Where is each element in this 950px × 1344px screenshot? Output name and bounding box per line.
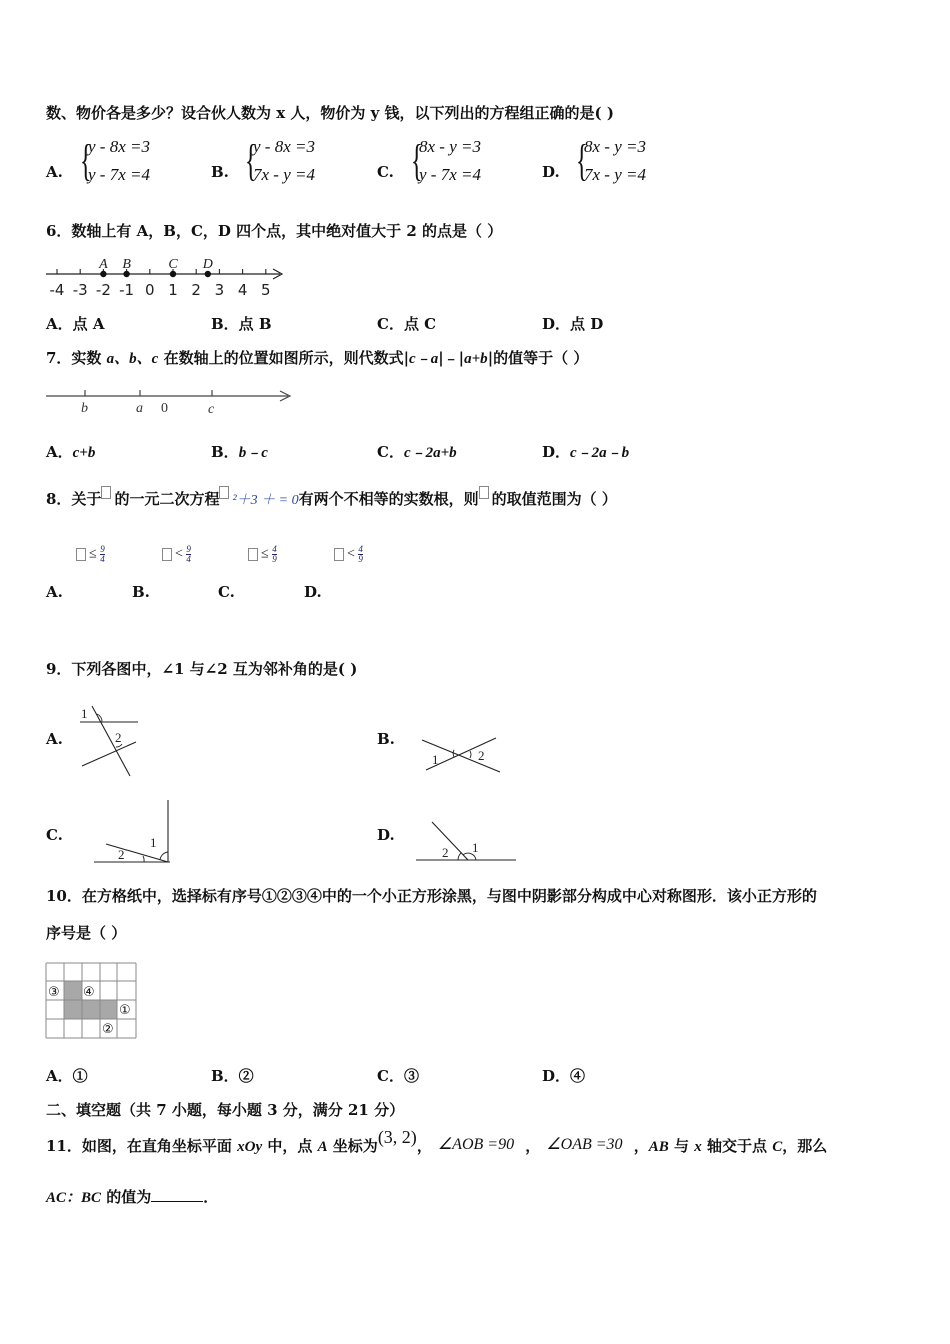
section-2-title: 二、填空题（共 7 小题，每小题 3 分，满分 21 分） [46,1101,405,1119]
q6-option-c: C．点 C [377,315,437,333]
q8-option-c-label: C. [218,583,235,601]
q9-option-d-label: D. [377,826,395,844]
q8-stem-d: 的取值范围为（ ） [491,490,617,508]
q6-tick-label: 0 [145,281,155,299]
brace-icon: { [80,136,92,185]
q6-option-b: B．点 B [211,315,272,333]
q5-option-a-system [80,133,150,189]
q6-tick-label: 1 [168,281,178,299]
q6-tick-label: -2 [95,281,111,299]
q8-ineq-c: ≤ $\frac{4}{9}$ [248,545,277,564]
q11-angle-oab: ∠OAB =30 [546,1136,623,1153]
q5-option-c-system [411,133,481,189]
q7-stem-b: 在数轴上的位置如图所示，则代数式| [158,349,410,367]
q10-grid-figure [45,962,139,1042]
svg-text:1: 1 [432,752,439,767]
q6-tick-label: 4 [237,281,248,299]
q7-option-b: B．b﹣c [211,443,268,461]
q6-tick-label: -1 [119,281,135,299]
brace-icon: { [576,136,588,185]
missing-glyph-icon [101,486,111,499]
q6-tick-label: 2 [191,281,201,299]
missing-glyph-icon [76,548,86,561]
q8-stem [46,488,617,509]
q6-point-label-b: B [122,257,131,272]
q8-option-b-label: B. [132,583,150,601]
q6-tick-label: 5 [261,281,271,299]
q10-stem-line2: 序号是（ ） [46,924,127,942]
q5-option-c-label: C. [377,163,394,181]
q5-option-d-label: D. [542,163,560,181]
q9-option-c-label: C. [46,826,63,844]
q7-stem-a: 7．实数 [46,349,107,367]
missing-glyph-icon [219,486,229,499]
q6-option-d: D．点 D [542,315,604,333]
q8-option-d-label: D. [304,583,322,601]
q9-figure-c [92,798,176,866]
q9-figure-a [78,702,142,778]
q7-option-a: A．c+b [46,443,96,461]
q7-stem-expr: c﹣a [409,351,439,367]
q10-option-a: A．① [46,1067,88,1085]
q7-stem-c: |﹣| [438,349,465,367]
q10-option-b: B．② [211,1067,254,1085]
q11-coord: (3, 2) [377,1127,417,1147]
q7-label-b: b [81,401,88,416]
q5-b-eq1: y - 8x =3 [253,137,315,156]
q7-label-c: c [208,402,215,417]
q9-figure-d [414,820,518,866]
svg-text:1: 1 [81,706,88,721]
q10-stem-line1: 10．在方格纸中，选择标有序号①②③④中的一个小正方形涂黑，与图中阴影部分构成中心对称图形．该小正方形的 [46,887,817,905]
q10-option-c: C．③ [377,1067,419,1085]
q7-stem-vars: a、b、c [106,351,159,367]
svg-text:1: 1 [472,840,479,855]
q7-stem [46,347,588,368]
q8-ineq-a: ≤ $\frac{9}{4}$ [76,545,105,564]
q8-ineq-d: < $\frac{4}{9}$ [334,545,363,564]
q5-a-eq2: y - 7x =4 [88,165,150,184]
q8-stem-c: 有两个不相等的实数根，则 [298,490,479,508]
svg-text:2: 2 [115,730,122,745]
q5-option-a-label: A. [46,163,63,181]
q7-label-0: 0 [161,401,168,416]
q6-tick-label: 3 [214,281,225,299]
q5-c-eq1: 8x - y =3 [419,137,481,156]
q8-stem-a: 8．关于 [46,490,102,508]
svg-text:④: ④ [83,985,95,1000]
svg-text:2: 2 [442,845,449,860]
brace-icon: { [411,136,423,185]
q8-stem-b: 的一元二次方程 [114,490,220,508]
q8-ineq-b: < $\frac{9}{4}$ [162,545,191,564]
svg-text:①: ① [119,1003,131,1018]
q7-option-c: C．c﹣2a+b [377,443,457,461]
q6-tick-label: -4 [49,281,65,299]
q6-point-label-a: A [99,257,108,272]
svg-text:2: 2 [118,847,125,862]
q5-option-b-label: B. [211,163,229,181]
q6-stem: 6．数轴上有 A，B，C，D 四个点，其中绝对值大于 2 的点是（ ） [46,222,503,240]
missing-glyph-icon [248,548,258,561]
q9-option-b-label: B. [377,730,395,748]
q5-option-b-system [245,133,315,189]
q7-option-d: D．c﹣2a﹣b [542,443,630,461]
brace-icon: { [245,136,257,185]
q5-d-eq1: 8x - y =3 [584,137,646,156]
q7-number-line [44,384,296,420]
q6-option-a: A．点 A [46,315,105,333]
q11-angle-aob: ∠AOB =90 [437,1136,515,1153]
q8-stem-eq: ²＋3 ＋ = 0 [232,493,299,508]
q7-stem-d: |的值等于（ ） [487,349,589,367]
missing-glyph-icon [334,548,344,561]
q5-d-eq2: 7x - y =4 [584,165,646,184]
answer-blank[interactable] [151,1201,203,1202]
missing-glyph-icon [162,548,172,561]
q10-option-d: D．④ [542,1067,586,1085]
svg-text:③: ③ [48,985,60,1000]
svg-text:②: ② [102,1022,114,1037]
q5-b-eq2: 7x - y =4 [253,165,315,184]
q5-option-d-system [576,133,646,189]
q6-point-label-d: D [202,257,213,272]
missing-glyph-icon [479,486,489,499]
q11-stem-line2: AC：BC 的值为 ． [46,1188,219,1206]
q6-point-label-c: C [168,257,178,272]
q9-option-a-label: A. [46,730,63,748]
svg-text:1: 1 [150,835,157,850]
q7-stem-expr2: a+b [464,351,488,367]
q9-figure-b [420,734,504,776]
q5-stem: 数、物价各是多少？设合伙人数为 x 人，物价为 y 钱，以下列出的方程组正确的是( ) [46,104,614,122]
q7-label-a: a [136,401,143,416]
svg-text:2: 2 [478,748,485,763]
q8-option-a-label: A. [46,583,63,601]
q5-a-eq1: y - 8x =3 [88,137,150,156]
q9-stem: 9．下列各图中，∠1 与∠2 互为邻补角的是( ) [46,660,358,678]
q11-stem-line1: 11．如图，在直角坐标平面 xOy 中，点 A 坐标为(3, 2)， ∠AOB =90 ， ∠OAB =30 ，AB 与 x 轴交于点 C，那么 [46,1127,828,1155]
q6-number-line [44,254,288,300]
q5-c-eq2: y - 7x =4 [419,165,481,184]
q6-tick-label: -3 [72,281,88,299]
